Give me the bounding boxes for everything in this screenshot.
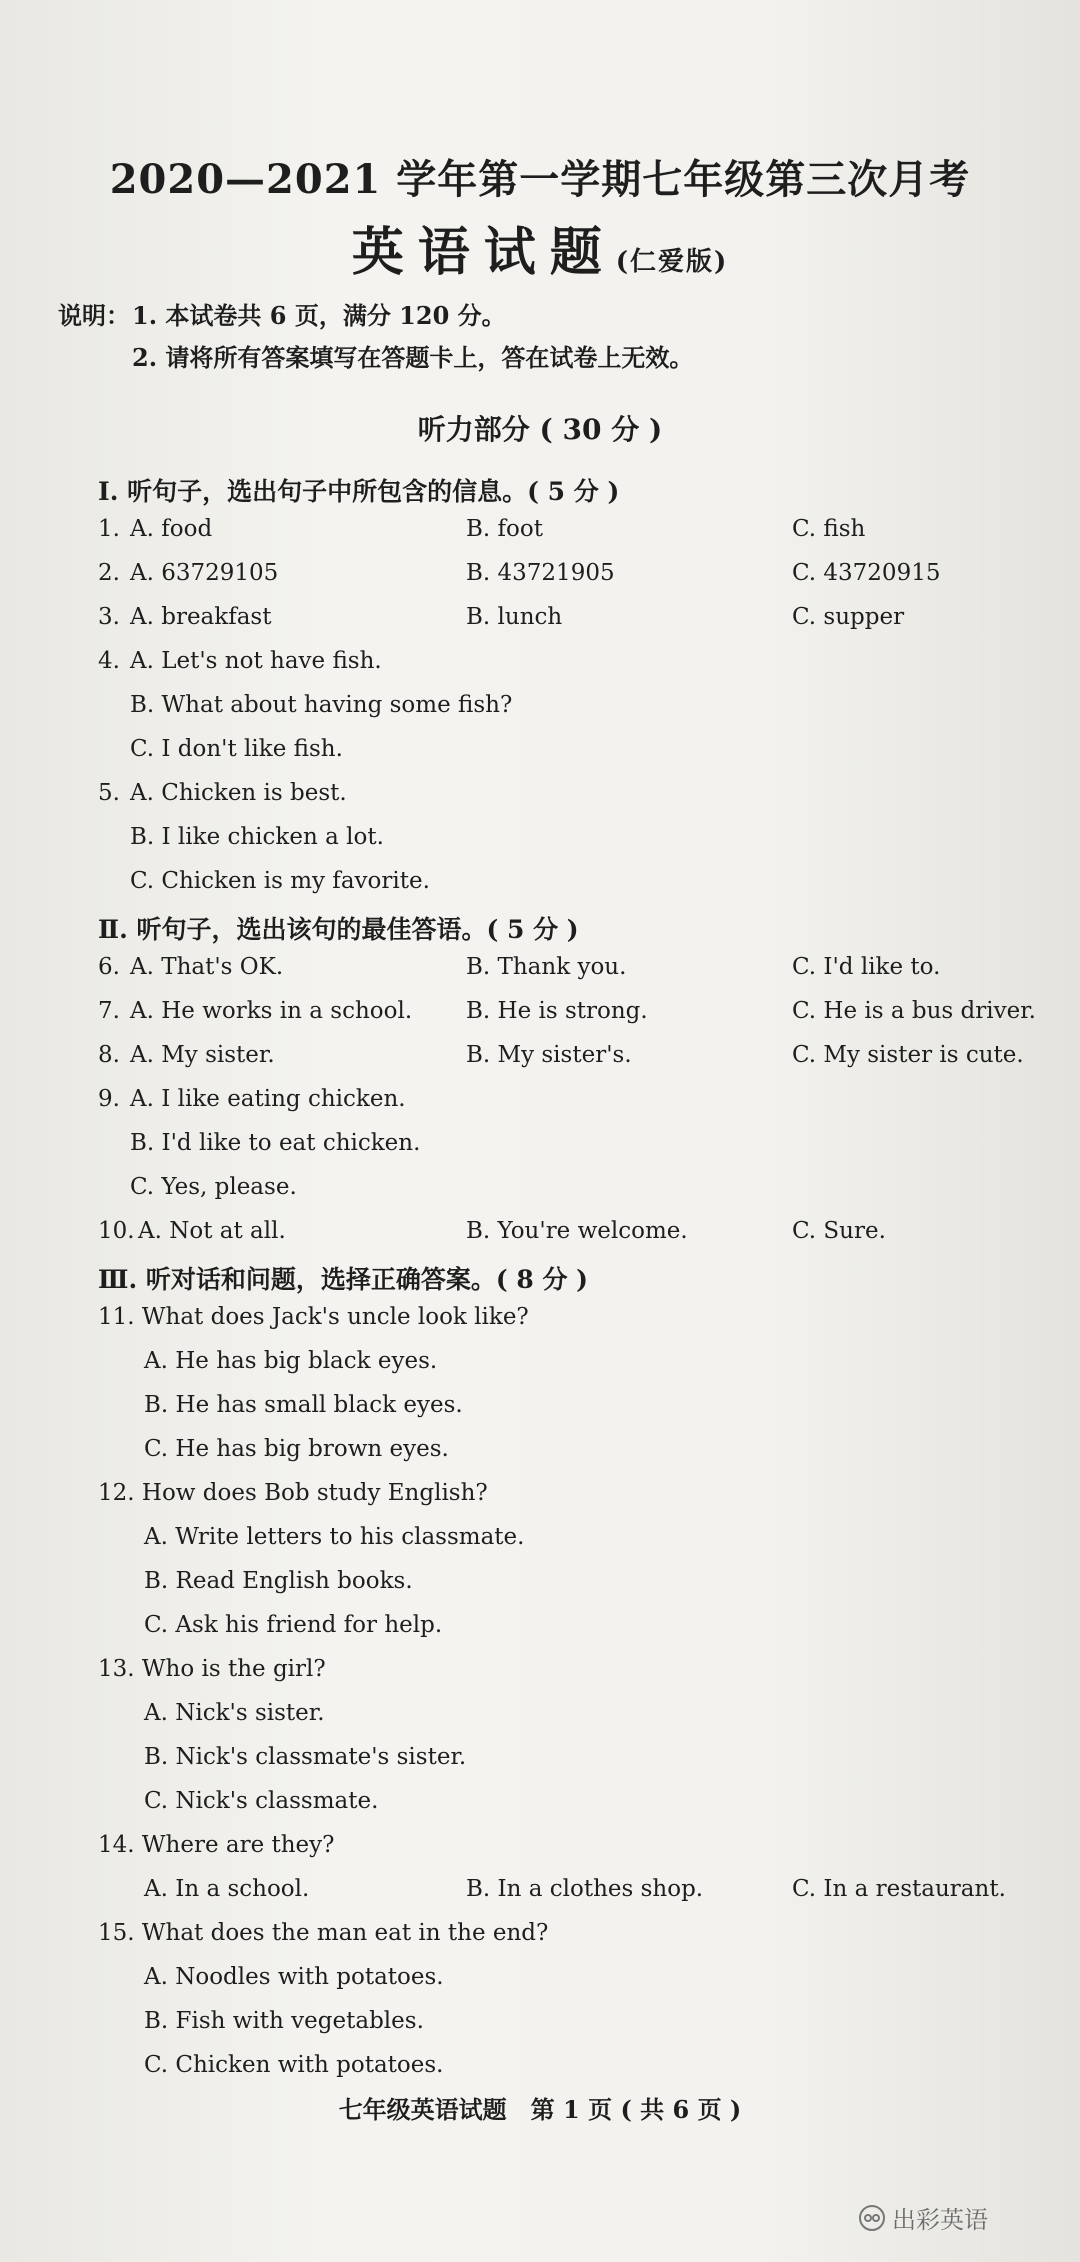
edition-label: (仁爱版) — [615, 247, 729, 277]
option-c: C. 43720915 — [792, 560, 941, 586]
option-a: A. I like eating chicken. — [130, 1086, 406, 1112]
option-b: B. What about having some fish? — [130, 692, 513, 718]
option-b: B. 43721905 — [466, 560, 615, 586]
part2-heading: Ⅱ. 听句子，选出该句的最佳答语。( 5 分 ) — [98, 915, 579, 944]
option-b: B. foot — [466, 516, 543, 542]
option-a: A. He has big black eyes. — [144, 1348, 438, 1374]
question-number: 5. — [98, 780, 120, 806]
option-b: B. He has small black eyes. — [144, 1392, 463, 1418]
note-item-1: 1. 本试卷共 6 页，满分 120 分。 — [132, 301, 506, 330]
question-number: 1. — [98, 516, 120, 542]
option-a: A. That's OK. — [130, 954, 284, 980]
option-c: C. He has big brown eyes. — [144, 1436, 449, 1462]
option-b: B. Fish with vegetables. — [144, 2008, 424, 2034]
option-a: A. breakfast — [130, 604, 272, 630]
option-b: B. lunch — [466, 604, 563, 630]
question-number: 4. — [98, 648, 120, 674]
exam-main-title — [0, 210, 1080, 285]
option-a: A. food — [130, 516, 213, 542]
watermark — [858, 2200, 988, 2235]
option-c: C. I'd like to. — [792, 954, 941, 980]
question-number: 8. — [98, 1042, 120, 1068]
subject-title: 英语试题 — [351, 222, 616, 283]
question-number: 2. — [98, 560, 120, 586]
option-a: A. Let's not have fish. — [130, 648, 382, 674]
question-stem: 13. Who is the girl? — [98, 1656, 326, 1682]
option-a: A. Chicken is best. — [130, 780, 347, 806]
option-c: C. He is a bus driver. — [792, 998, 1036, 1024]
option-c: C. Nick's classmate. — [144, 1788, 379, 1814]
note-item-2: 2. 请将所有答案填写在答题卡上，答在试卷上无效。 — [132, 343, 694, 372]
option-c: C. Chicken is my favorite. — [130, 868, 430, 894]
option-a: A. My sister. — [130, 1042, 275, 1068]
option-c: C. Chicken with potatoes. — [144, 2052, 444, 2078]
question-number: 7. — [98, 998, 120, 1024]
option-a: A. In a school. — [144, 1876, 310, 1902]
question-stem: 15. What does the man eat in the end? — [98, 1920, 549, 1946]
question-stem: 14. Where are they? — [98, 1832, 335, 1858]
option-c: C. supper — [792, 604, 905, 630]
option-b: B. He is strong. — [466, 998, 648, 1024]
option-a: A. Write letters to his classmate. — [144, 1524, 525, 1550]
option-b: B. Thank you. — [466, 954, 627, 980]
option-a: A. Nick's sister. — [144, 1700, 325, 1726]
question-number: 6. — [98, 954, 120, 980]
question-number: 10. — [98, 1218, 135, 1244]
option-b: B. My sister's. — [466, 1042, 632, 1068]
question-number: 9. — [98, 1086, 120, 1112]
option-c: C. fish — [792, 516, 866, 542]
option-b: B. You're welcome. — [466, 1218, 688, 1244]
option-a: A. 63729105 — [130, 560, 279, 586]
option-c: C. I don't like fish. — [130, 736, 343, 762]
watermark-text: 出彩英语 — [892, 2206, 988, 2234]
question-number: 3. — [98, 604, 120, 630]
exam-title-line: 2020—2021 学年第一学期七年级第三次月考 — [109, 156, 971, 203]
option-a: A. He works in a school. — [130, 998, 413, 1024]
option-c: C. My sister is cute. — [792, 1042, 1024, 1068]
listening-section-title: 听力部分 ( 30 分 ) — [417, 413, 663, 446]
page-footer: 七年级英语试题 第 1 页 ( 共 6 页 ) — [338, 2095, 742, 2124]
option-b: B. I'd like to eat chicken. — [130, 1130, 421, 1156]
wechat-official-account-icon — [858, 2204, 886, 2232]
question-stem: 11. What does Jack's uncle look like? — [98, 1304, 529, 1330]
notes-label: 说明： — [58, 301, 130, 330]
option-c: C. Ask his friend for help. — [144, 1612, 443, 1638]
part1-heading: Ⅰ. 听句子，选出句子中所包含的信息。( 5 分 ) — [98, 477, 620, 506]
option-b: B. I like chicken a lot. — [130, 824, 384, 850]
option-c: C. In a restaurant. — [792, 1876, 1006, 1902]
option-b: B. Read English books. — [144, 1568, 413, 1594]
option-a: A. Not at all. — [138, 1218, 286, 1244]
question-stem: 12. How does Bob study English? — [98, 1480, 488, 1506]
part3-heading: Ⅲ. 听对话和问题，选择正确答案。( 8 分 ) — [98, 1265, 589, 1294]
option-b: B. Nick's classmate's sister. — [144, 1744, 467, 1770]
option-b: B. In a clothes shop. — [466, 1876, 704, 1902]
option-a: A. Noodles with potatoes. — [144, 1964, 444, 1990]
option-c: C. Yes, please. — [130, 1174, 297, 1200]
option-c: C. Sure. — [792, 1218, 886, 1244]
